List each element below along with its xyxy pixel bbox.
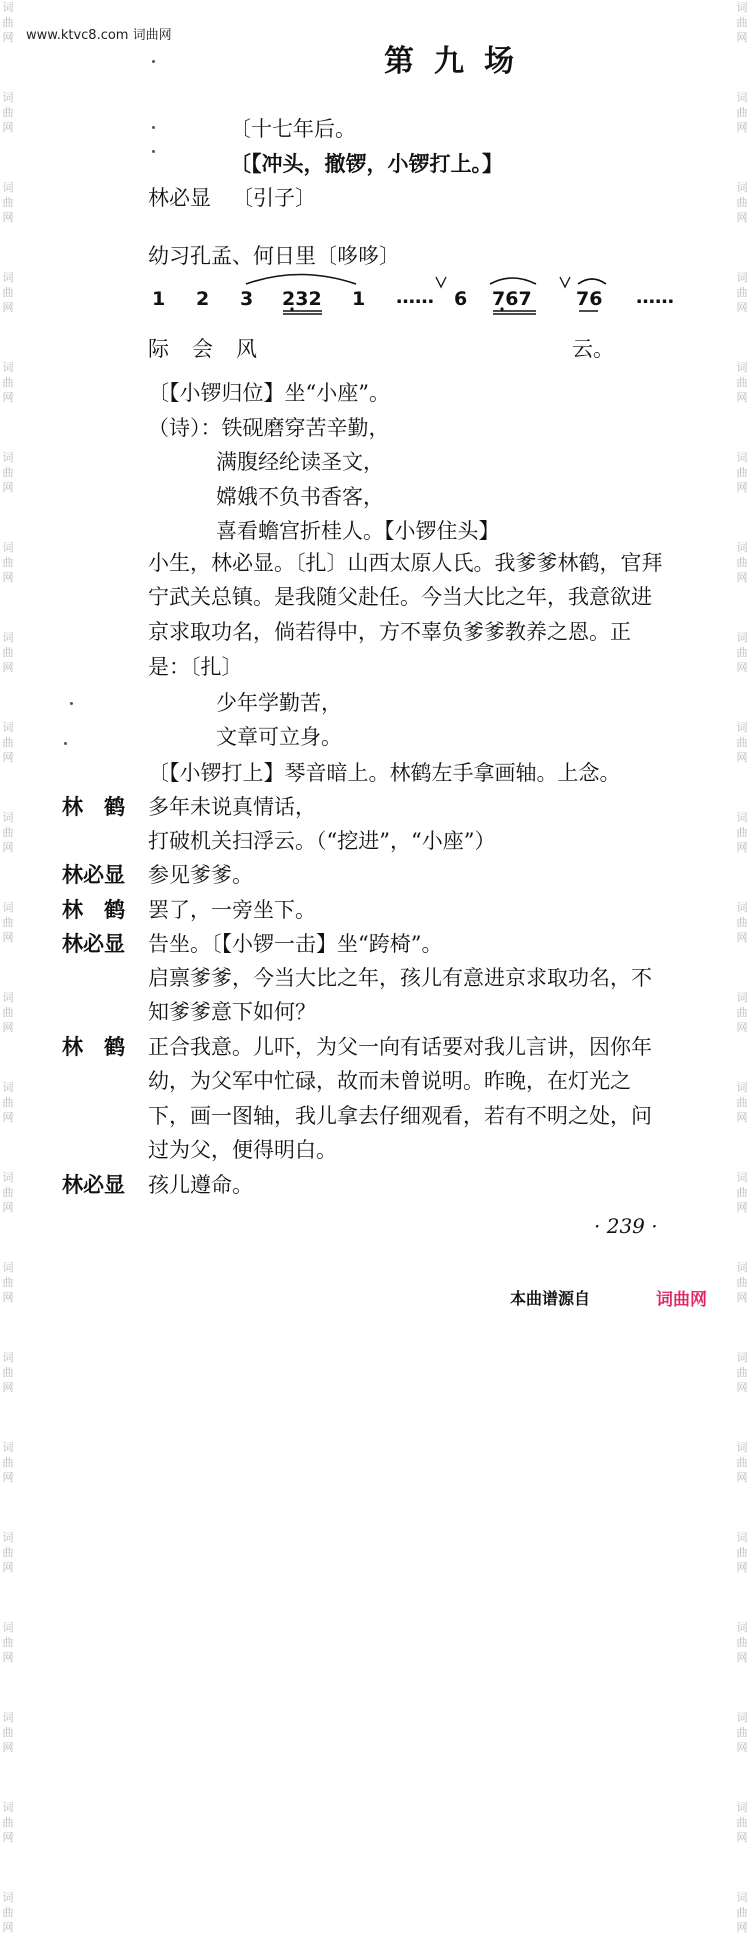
- sung-line: 幼习孔孟、何日里〔哆哆〕: [148, 244, 400, 268]
- footer-brand-link[interactable]: 词曲网: [656, 1290, 707, 1310]
- speaker-name: 林必显: [62, 1172, 125, 1197]
- stage-direction: 〔十七年后。: [230, 117, 356, 141]
- dialogue-line: 参见爹爹。: [148, 863, 253, 887]
- notation-dots: ……: [396, 286, 434, 308]
- lyric-char: 会: [192, 337, 213, 361]
- page-title: 第九场: [384, 44, 534, 79]
- dialogue-line: 宁武关总镇。是我随父赴任。今当大比之年，我意欲进: [148, 585, 652, 609]
- speaker-name: 林 鹤: [62, 1034, 125, 1059]
- dialogue-line: 过为父，便得明白。: [148, 1138, 337, 1162]
- page-number: · 239 ·: [594, 1214, 658, 1238]
- speaker-name: 林必显: [62, 931, 125, 956]
- poem-line: 满腹经纶读圣文，: [216, 450, 384, 474]
- dialogue-line: 下，画一图轴，我儿拿去仔细观看，若有不明之处，问: [148, 1104, 652, 1128]
- footer-source-text: 本曲谱源自: [510, 1289, 591, 1308]
- dialogue-line: 幼，为父军中忙碌，故而未曾说明。昨晚，在灯光之: [148, 1069, 631, 1093]
- speck: [70, 702, 73, 705]
- stage-direction: 〔【小锣打上】琴音暗上。林鹤左手拿画轴。上念。: [148, 761, 621, 785]
- lyric-char: 风: [236, 337, 257, 361]
- dialogue-line: 正合我意。儿吓，为父一向有话要对我儿言讲，因你年: [148, 1035, 652, 1059]
- dialogue-line: 多年未说真情话，: [148, 795, 316, 819]
- stage-direction: 〔【冲头，撤锣，小锣打上。】: [230, 151, 503, 176]
- lyric-char: 际: [148, 337, 169, 361]
- speck: [64, 742, 67, 745]
- poem-line: 嫦娥不负书香客，: [216, 485, 384, 509]
- dialogue-line: 京求取功名，倘若得中，方不辜负爹爹教养之恩。正: [148, 620, 631, 644]
- watermark-left: 词 曲 网 词 曲 网 词 曲 网 词 曲 网 词 曲 网 词 曲 网 词 曲 网 词 曲 网 词 曲 网 词 曲 网 词 曲 网 词 曲 网 词 曲 网 词 曲 网 词 曲 网 词 曲 网 词 曲 网 词 曲 网 词 曲 网 词 曲 网 词 曲 网 词 曲 网: [2, 1, 14, 1934]
- note-group: 767: [492, 288, 532, 310]
- stage-direction: 〔引子〕: [232, 186, 316, 210]
- note: 1: [152, 288, 166, 310]
- note-group: 76: [576, 288, 603, 310]
- site-url[interactable]: www.ktvc8.com 词曲网: [26, 28, 172, 43]
- note: 3: [240, 288, 254, 310]
- dialogue-line: 告坐。〔【小锣一击】坐“跨椅”。: [148, 932, 443, 956]
- watermark-right: 词 曲 网 词 曲 网 词 曲 网 词 曲 网 词 曲 网 词 曲 网 词 曲 网 词 曲 网 词 曲 网 词 曲 网 词 曲 网 词 曲 网 词 曲 网 词 曲 网 词 曲 网 词 曲 网 词 曲 网 词 曲 网 词 曲 网 词 曲 网 词 曲 网 词 曲 网: [736, 1, 748, 1934]
- speaker-name: 林必显: [62, 862, 125, 887]
- dialogue-line: 小生，林必显。〔扎〕山西太原人氏。我爹爹林鹤，官拜: [148, 551, 663, 575]
- lyric-char: 云。: [572, 337, 614, 361]
- dialogue-line: 孩儿遵命。: [148, 1173, 253, 1197]
- speaker-name: 林 鹤: [62, 897, 125, 922]
- notation-dots: ……: [636, 286, 674, 308]
- note: 1: [352, 288, 366, 310]
- dialogue-line: 是：〔扎〕: [148, 655, 243, 679]
- poem-line: （诗）：铁砚磨穿苦辛勤，: [148, 416, 390, 440]
- poem-line: 喜看蟾宫折桂人。【小锣住头】: [216, 519, 500, 543]
- dialogue-line: 启禀爹爹，今当大比之年，孩儿有意进京求取功名，不: [148, 966, 652, 990]
- dialogue-line: 知爹爹意下如何？: [148, 1000, 316, 1024]
- dialogue-line: 罢了，一旁坐下。: [148, 898, 316, 922]
- speaker-name: 林必显: [148, 186, 211, 210]
- note-group: 232: [282, 288, 322, 310]
- verse-line: 文章可立身。: [216, 725, 342, 749]
- note: 2: [196, 288, 210, 310]
- stage-direction: 〔【小锣归位】坐“小座”。: [148, 381, 390, 405]
- note: 6: [454, 288, 468, 310]
- verse-line: 少年学勤苦，: [216, 691, 342, 715]
- dialogue-line: 打破机关扫浮云。（“挖进”，“小座”）: [148, 829, 496, 853]
- speaker-name: 林 鹤: [62, 794, 125, 819]
